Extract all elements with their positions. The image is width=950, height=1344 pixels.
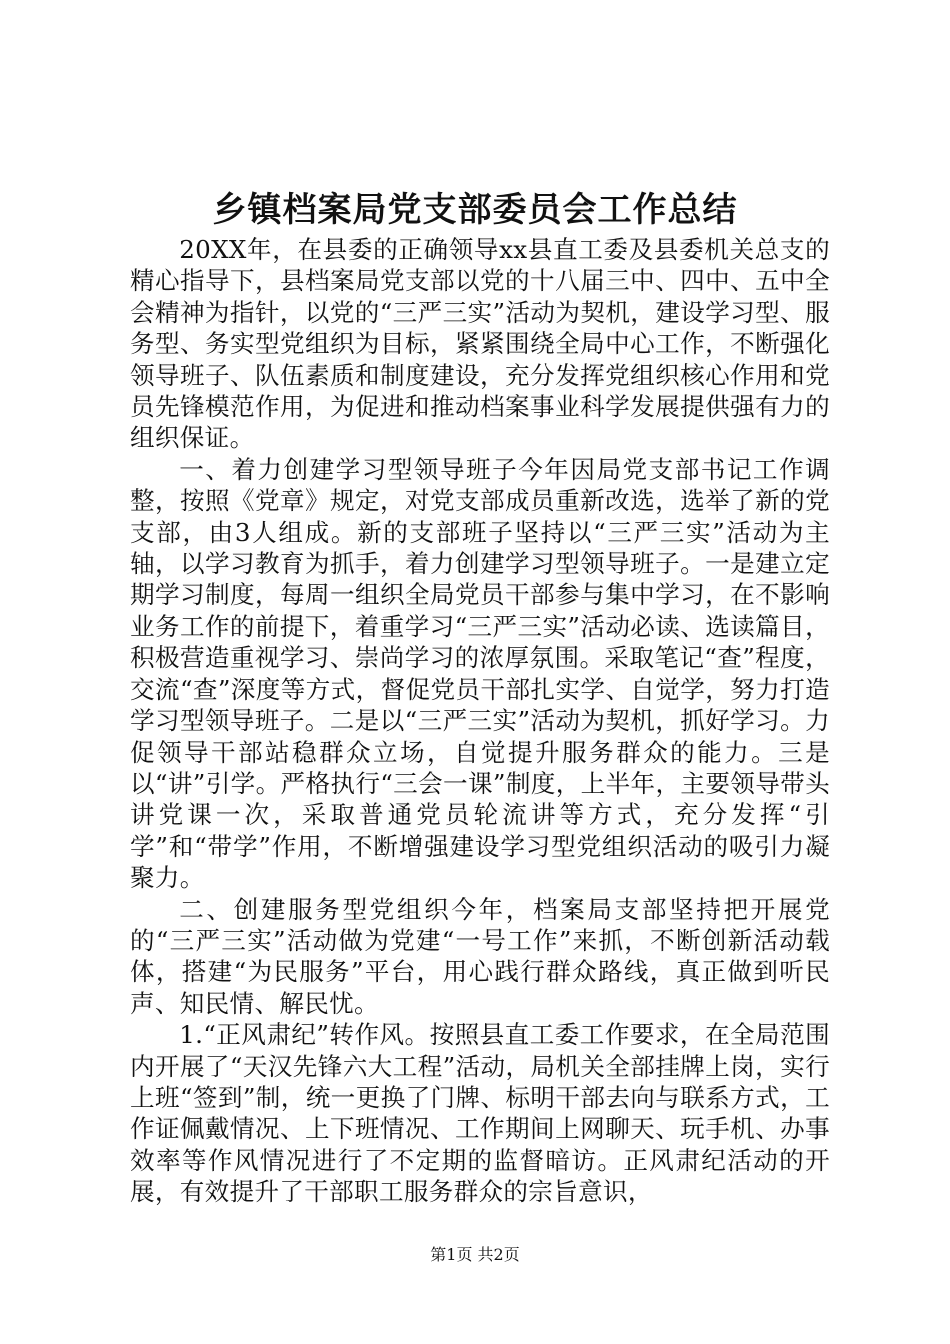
paragraph-item-1: 1.“正风肃纪”转作风。按照县直工委工作要求，在全局范围内开展了“天汉先锋六大工程”活动，局机关全部挂牌上岗，实行上班“签到”制，统一更换了门牌、标明干部去向与联系方式，工作证佩戴情况、上下班情况、工作期间上网聊天、玩手机、办事效率等作风情况进行了不定期的监督暗访。正风肃纪活动的开展，有效提升了干部职工服务群众的宗旨意识， (130, 1020, 830, 1207)
paragraph-section-2: 二、创建服务型党组织今年，档案局支部坚持把开展党的“三严三实”活动做为党建“一号工作”来抓，不断创新活动载体，搭建“为民服务”平台，用心践行群众路线，真正做到听民声、知民情、解民忧。 (130, 894, 830, 1018)
paragraph-section-1: 一、着力创建学习型领导班子今年因局党支部书记工作调整，按照《党章》规定，对党支部成员重新改选，选举了新的党支部，由3人组成。新的支部班子坚持以“三严三实”活动为主轴，以学习教育为抓手，着力创建学习型领导班子。一是建立定期学习制度，每周一组织全局党员干部参与集中学习，在不影响业务工作的前提下，着重学习“三严三实”活动必读、选读篇目，积极营造重视学习、崇尚学习的浓厚氛围。采取笔记“查”程度，交流“查”深度等方式，督促党员干部扎实学、自觉学，努力打造学习型领导班子。二是以“三严三实”活动为契机，抓好学习。力促领导干部站稳群众立场，自觉提升服务群众的能力。三是以“讲”引学。严格执行“三会一课”制度，上半年，主要领导带头讲党课一次，采取普通党员轮流讲等方式，充分发挥“引学”和“带学”作用，不断增强建设学习型党组织活动的吸引力凝聚力。 (130, 454, 830, 893)
page-number-footer: 第1页 共2页 (430, 1245, 520, 1264)
paragraph-intro: 20XX年，在县委的正确领导xx县直工委及县委机关总支的精心指导下，县档案局党支部以党的十八届三中、四中、五中全会精神为指针，以党的“三严三实”活动为契机，建设学习型、服务型、务实型党组织为目标，紧紧围绕全局中心工作，不断强化领导班子、队伍素质和制度建设，充分发挥党组织核心作用和党员先锋模范作用，为促进和推动档案事业科学发展提供强有力的组织保证。 (130, 235, 830, 453)
document-body (130, 234, 830, 1208)
document-title: 乡镇档案局党支部委员会工作总结 (212, 190, 738, 230)
